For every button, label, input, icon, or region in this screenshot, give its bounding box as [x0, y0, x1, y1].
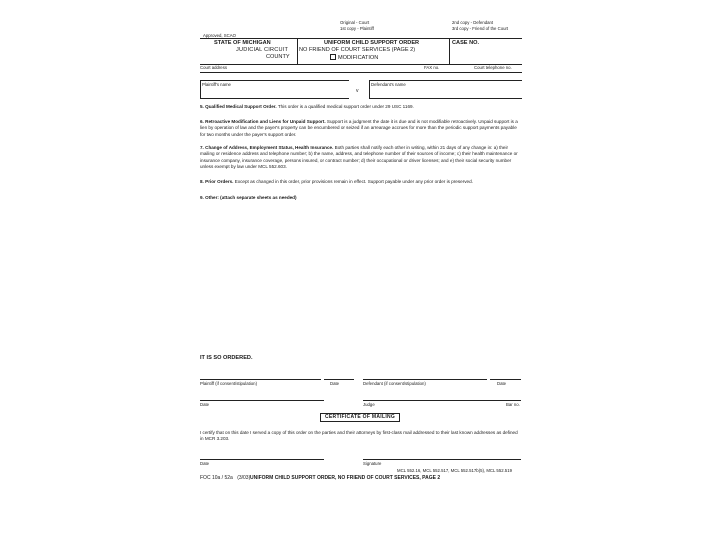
form-date: (3/03): [237, 475, 251, 481]
plaintiff-date-line[interactable]: [324, 379, 354, 380]
certificate-date-label: Date: [200, 461, 210, 466]
section-6-number: 6.: [200, 119, 204, 124]
form-title-line1: UNIFORM CHILD SUPPORT ORDER: [324, 40, 420, 46]
form-title-line2: NO FRIEND OF COURT SERVICES (PAGE 2): [299, 47, 416, 53]
section-5-title: Qualified Medical Support Order.: [205, 104, 277, 109]
section-8-title: Prior Orders.: [205, 179, 234, 184]
section-7-number: 7.: [200, 145, 204, 150]
case-no-label: CASE NO.: [452, 40, 480, 46]
copy-defendant: 2nd copy - Defendant: [452, 20, 494, 25]
modification-checkbox[interactable]: [330, 54, 336, 60]
section-6-text: Support is a judgment the date it is due and is not modifiable retroactively. Unpaid support is a lien by operation of law and the payer's property can be encumbered or seized if an arrearage accrues for more than the periodic support payments payable for two months under the payer's support order.: [200, 119, 518, 137]
defendant-name-label: Defendant's name: [371, 82, 406, 87]
section-9-title: Other: (attach separate sheets as needed): [205, 195, 297, 200]
section-8-text: Except as changed in this order, prior provisions remain in effect. Support payable under any prior order is preserved.: [234, 179, 473, 184]
section-9: [200, 195, 522, 201]
defendant-signature-line[interactable]: [363, 379, 487, 380]
copy-plaintiff: 1st copy - Plaintiff: [340, 26, 374, 31]
form-number: [200, 475, 250, 481]
date-label-2: Date: [497, 381, 507, 386]
fax-label: FAX no.: [424, 65, 440, 70]
section-9-number: 9.: [200, 195, 204, 200]
approved-label: Approved, SCAO: [203, 33, 236, 38]
certificate-title: CERTIFICATE OF MAILING: [320, 413, 400, 422]
certificate-signature-label: Signature: [363, 461, 382, 466]
address-row-rule: [200, 72, 522, 73]
order-date-line[interactable]: [200, 400, 324, 401]
modification-label: MODIFICATION: [338, 55, 379, 61]
defendant-sign-label: Defendant (if consent/stipulation): [363, 381, 426, 386]
footer-form-title: UNIFORM CHILD SUPPORT ORDER, NO FRIEND OF COURT SERVICES, PAGE 2: [250, 475, 441, 481]
header-divider-1: [297, 38, 298, 64]
certificate-signature-line[interactable]: [363, 459, 521, 460]
section-6: [200, 119, 522, 138]
versus-label: v: [356, 88, 359, 94]
judge-signature-line[interactable]: [363, 400, 521, 401]
section-5: [200, 104, 522, 110]
header-divider-2: [449, 38, 450, 64]
plaintiff-signature-line[interactable]: [200, 379, 321, 380]
certificate-date-line[interactable]: [200, 459, 324, 460]
circuit-label: JUDICIAL CIRCUIT: [236, 47, 289, 53]
section-5-text: This order is a qualified medical support order under 29 USC 1169.: [277, 104, 414, 109]
date-label-1: Date: [330, 381, 340, 386]
state-label: STATE OF MICHIGAN: [214, 40, 271, 46]
certificate-text: I certify that on this date I served a copy of this order on the parties and their attorneys by first-class mail addressed to their last known addresses as defined in MCR 3.203.: [200, 430, 518, 442]
modification-option[interactable]: [330, 54, 378, 62]
section-8-number: 8.: [200, 179, 204, 184]
statutes-label: MCL 552.16, MCL 552.517, MCL 552.517b(5), MCL 552.519: [397, 468, 512, 473]
section-7: [200, 145, 522, 170]
section-7-text: Both parties shall notify each other in writing, within 21 days of any change in: a) their mailing or residence address and telephone number; b) the name, address, and telephone number of their sources of income; c) their health maintenance or insurance company, insurance coverage, persons insured, or contract number; d) their occupational or driver licenses; and e) their social security number unless exempt by law under MCL 552.603.: [200, 145, 518, 169]
plaintiff-name-label: Plaintiff's name: [202, 82, 231, 87]
court-phone-label: Court telephone no.: [474, 65, 512, 70]
judge-label: Judge: [363, 402, 375, 407]
section-5-number: 5.: [200, 104, 204, 109]
defendant-date-line[interactable]: [490, 379, 521, 380]
county-label: COUNTY: [266, 54, 290, 60]
form-number-text: FOC 10a / 52a: [200, 475, 233, 481]
section-8: [200, 179, 522, 185]
court-address-label: Court address: [200, 65, 227, 70]
copy-foc: 3rd copy - Friend of the Court: [452, 26, 509, 31]
copy-original: Original - Court: [340, 20, 370, 25]
plaintiff-sign-label: Plaintiff (if consent/stipulation): [200, 381, 258, 386]
date-label-3: Date: [200, 402, 210, 407]
header-top-rule: [200, 38, 522, 39]
section-7-title: Change of Address, Employment Status, Health Insurance.: [205, 145, 334, 150]
so-ordered-label: IT IS SO ORDERED.: [200, 355, 253, 361]
section-6-title: Retroactive Modification and Liens for Unpaid Support.: [205, 119, 326, 124]
bar-no-label: Bar no.: [506, 402, 520, 407]
